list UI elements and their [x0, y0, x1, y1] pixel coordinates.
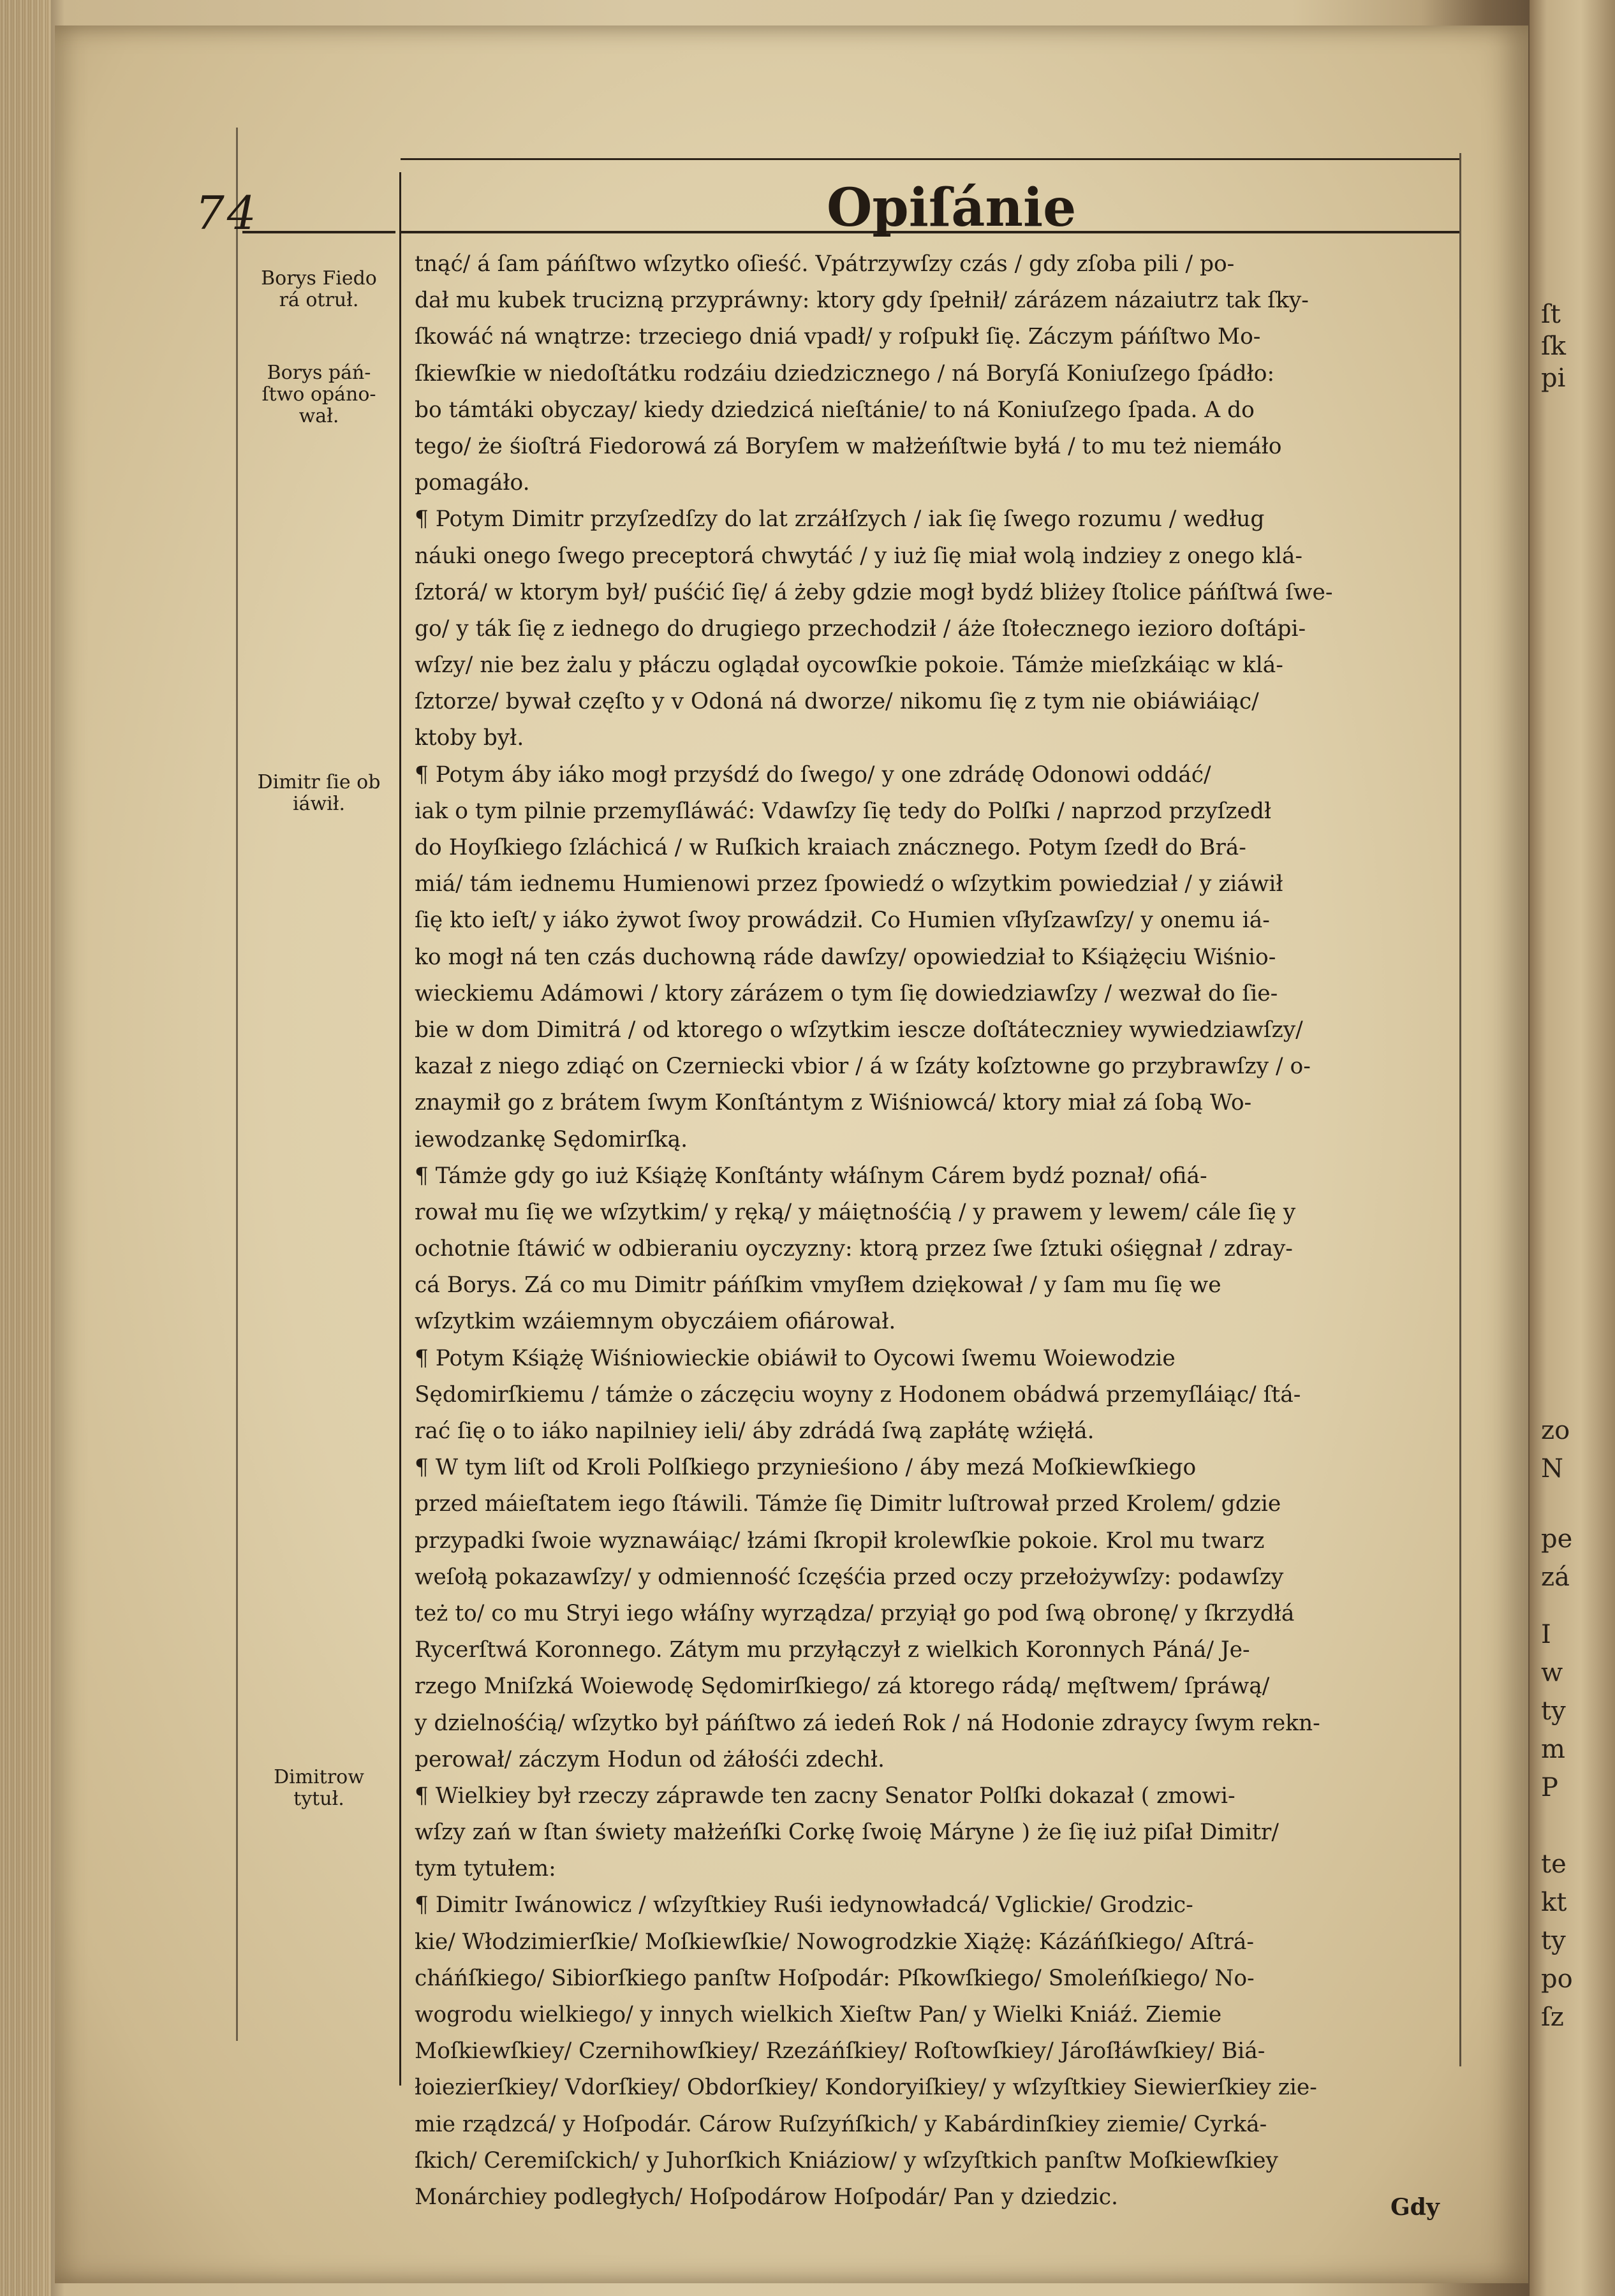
- margin-note-line: Borys páń-: [267, 362, 371, 384]
- next-page-text: ſz: [1541, 2003, 1564, 2032]
- body-line: náuki onego ſwego preceptorá chwytáć / y iuż ſię miał wolą indziey z onego klá-: [415, 543, 1302, 569]
- body-text: [415, 246, 1454, 2296]
- page-number: 74: [195, 186, 259, 240]
- catchword: Gdy: [1390, 2194, 1440, 2221]
- margin-note-dimitr-objawil: [242, 772, 395, 815]
- margin-note-line: tytuł.: [293, 1788, 344, 1810]
- body-line: ¶ Potym Dimitr przyſzedſzy do lat zrzáłſzych / iak ſię ſwego rozumu / według: [415, 506, 1265, 533]
- body-line: y dzielnośćią/ wſzytko był páńſtwo zá iedeń Rok / ná Hodonie zdraycy ſwym rekn-: [415, 1710, 1320, 1736]
- next-page-text: I: [1541, 1620, 1551, 1649]
- left-page-edges: [0, 0, 51, 2296]
- next-page-text: ſt: [1541, 300, 1561, 329]
- next-page-text: ty: [1541, 1696, 1566, 1726]
- body-line: wieckiemu Adámowi / ktory zárázem o tym ſię dowiedziawſzy / wezwał do ſie-: [415, 980, 1278, 1006]
- body-line: tnąć/ á ſam páńſtwo wſzytko oſieść. Vpátrzywſzy czás / gdy zſoba pili / po-: [415, 251, 1235, 277]
- next-page-text: te: [1541, 1850, 1567, 1879]
- body-line: wſzy zań w ſtan świety małżeńſki Corkę ſwoię Máryne ) że ſię iuż piſał Dimitr/: [415, 1820, 1279, 1846]
- body-line: Moſkiewſkiey/ Czernihowſkiey/ Rzezáńſkiey/ Roſtowſkiey/ Jároſłáwſkiey/ Biá-: [415, 2038, 1265, 2064]
- margin-note-line: rá otruł.: [279, 289, 359, 311]
- body-line: [415, 2252, 1454, 2288]
- body-line: mie rządzcá/ y Hoſpodár. Cárow Ruſzyńſkich/ y Kabárdinſkiey ziemie/ Cyrká-: [415, 2111, 1267, 2137]
- margin-note-borys-fiedora: [242, 268, 395, 311]
- next-page-text: m: [1541, 1735, 1565, 1764]
- body-line: go/ y ták ſię z iednego do drugiego przechodził / áże ſtołecznego iezioro doſtápi-: [415, 615, 1306, 642]
- next-page-text: ty: [1541, 1926, 1566, 1955]
- next-page-text: pe: [1541, 1524, 1573, 1554]
- next-page-text: ſk: [1541, 332, 1567, 361]
- body-line: ſkowáć ná wnątrze: trzeciego dniá vpadł/ y roſpukł ſię. Záczym páńſtwo Mo-: [415, 324, 1261, 350]
- body-line: wogrodu wielkiego/ y innych wielkich Xieſtw Pan/ y Wielki Kniáź. Ziemie: [415, 2002, 1222, 2027]
- body-line: iewodzankę Sędomirſką.: [415, 1126, 688, 1152]
- body-line: weſołą pokazawſzy/ y odmienność ſczęśćia przed oczy przełożywſzy: podawſzy: [415, 1564, 1284, 1590]
- next-page-text: P: [1541, 1773, 1558, 1802]
- body-line: perował/ záczym Hodun od żáłośći zdechł.: [415, 1746, 885, 1772]
- body-line: ochotnie ſtáwić w odbieraniu oyczyzny: ktorą przez ſwe ſztuki ośięgnał / zdray-: [415, 1236, 1293, 1262]
- body-line: ¶ Potym áby iáko mogł przyśdź do ſwego/ y one zdrádę Odonowi oddáć/: [415, 762, 1211, 788]
- body-line: Rycerſtwá Koronnego. Zátym mu przyłączył z wielkich Koronnych Páná/ Je-: [415, 1637, 1250, 1663]
- next-page-text: zá: [1541, 1563, 1570, 1592]
- body-line: Monárchiey podległych/ Hoſpodárow Hoſpodár/ Pan y dziedzic.: [415, 2184, 1118, 2210]
- body-line: ſztorá/ w ktorym był/ puśćić ſię/ á żeby gdzie mogł bydź bliżey ſtolice páńſtwá ſwe-: [415, 579, 1333, 605]
- body-line: przed máieſtatem iego ſtáwili. Támże ſię Dimitr luſtrował przed Krolem/ gdzie: [415, 1491, 1281, 1517]
- margin-note-dimitrow-tytul: [242, 1767, 395, 1810]
- body-line: ſię kto ieſt/ y iáko żywot ſwoy prowádził. Co Humien vſłyſzawſzy/ y onemu iá-: [415, 908, 1270, 934]
- body-line: kazał z niego zdiąć on Czerniecki vbior / á w ſzáty koſztowne go przybrawſzy / o-: [415, 1054, 1311, 1080]
- next-page-text: po: [1541, 1964, 1573, 1994]
- body-line: przypadki ſwoie wyznawáiąc/ łzámi ſkropił krolewſkie pokoie. Krol mu twarz: [415, 1527, 1265, 1554]
- next-page-fragment: [1530, 0, 1615, 2296]
- right-column-rule: [1459, 153, 1461, 2066]
- body-line: pomagáło.: [415, 470, 530, 496]
- next-page-text: w: [1541, 1658, 1563, 1688]
- margin-note-line: Dimitrow: [274, 1766, 364, 1788]
- body-line: cháńſkiego/ Sibiorſkiego panſtw Hoſpodár: Pſkowſkiego/ Smoleńſkiego/ No-: [415, 1965, 1255, 1991]
- body-line: też to/ co mu Stryi iego włáſny wyrządza/ przyiął go pod ſwą obronę/ y ſkrzydłá: [415, 1600, 1295, 1626]
- header-rule-left: [242, 231, 395, 233]
- body-line: rać ſię o to iáko napilniey ieli/ áby zdrádá ſwą zapłátę wźięłá.: [415, 1418, 1095, 1444]
- next-page-text: N: [1541, 1454, 1563, 1483]
- body-line: [415, 2216, 1454, 2252]
- body-line: znaymił go z brátem ſwym Konſtántym z Wiśniowcá/ ktory miał zá ſobą Wo-: [415, 1090, 1252, 1116]
- body-line: bie w dom Dimitrá / od ktorego o wſzytkim iescze doſtáteczniey wywiedziawſzy/: [415, 1017, 1303, 1043]
- body-line: cá Borys. Zá co mu Dimitr páńſkim vmyſłem dziękował / y ſam mu ſię we: [415, 1272, 1221, 1299]
- body-line: ¶ Támże gdy go iuż Kśiążę Konſtánty włáſnym Cárem bydź poznał/ ofiá-: [415, 1163, 1207, 1189]
- body-line: kie/ Włodzimierſkie/ Moſkiewſkie/ Nowogrodzkie Xiążę: Kázáńſkiego/ Aſtrá-: [415, 1929, 1254, 1955]
- outer-column-rule: [236, 128, 238, 2041]
- body-line: rzego Mniſzká Woiewodę Sędomirſkiego/ zá ktorego rádą/ męſtwem/ ſpráwą/: [415, 1674, 1270, 1700]
- running-title: Opiſánie: [827, 177, 1077, 239]
- body-line: ¶ Dimitr Iwánowicz / wſzyſtkiey Ruśi iedynowładcá/ Vglickie/ Grodzic-: [415, 1892, 1193, 1918]
- margin-note-line: Borys Fiedo: [261, 267, 377, 290]
- body-line: ſkich/ Ceremiſckich/ y Juhorſkich Kniáziow/ y wſzyſtkich panſtw Moſkiewſkiey: [415, 2147, 1278, 2174]
- body-line: ko mogł ná ten czás duchowną ráde dawſzy/ opowiedział to Kśiążęciu Wiśnio-: [415, 944, 1276, 970]
- margin-note-line: Dimitr ſie ob: [257, 771, 381, 793]
- body-line: łoiezierſkiey/ Vdorſkiey/ Obdorſkiey/ Kondoryiſkiey/ y wſzyſtkiey Siewierſkiey zie-: [415, 2075, 1317, 2101]
- margin-note-line: wał.: [299, 405, 339, 427]
- margin-note-line: iáwił.: [292, 793, 346, 815]
- header-rule-top: [401, 158, 1459, 160]
- body-line: rował mu ſię we wſzytkim/ y ręką/ y máiętnośćią / y prawem y lewem/ cále ſię y: [415, 1199, 1296, 1225]
- body-line: ¶ Wielkiey był rzeczy záprawde ten zacny Senator Polſki dokazał ( zmowi-: [415, 1783, 1235, 1809]
- body-line: ſztorze/ bywał częſto y v Odoná ná dworze/ nikomu ſię z tym nie obiáwiáiąc/: [415, 689, 1259, 715]
- body-line: wſzytkim wzáiemnym obyczáiem ofiárował.: [415, 1309, 896, 1335]
- next-page-text: kt: [1541, 1888, 1567, 1917]
- next-page-text: pi: [1541, 364, 1566, 393]
- body-line: do Hoyſkiego ſzláchicá / w Ruſkich kraiach znácznego. Potym ſzedł do Brá-: [415, 835, 1246, 860]
- body-line: iak o tym pilnie przemyſláwáć: Vdawſzy ſię tedy do Polſki / naprzod przyſzedł: [415, 798, 1271, 824]
- margin-column-rule: [399, 172, 401, 2086]
- body-line: ktoby był.: [415, 725, 524, 751]
- body-line: miá/ tám iednemu Humienowi przez ſpowiedź o wſzytkim powiedział / y ziáwił: [415, 871, 1283, 897]
- body-line: ſkiewſkie w niedoſtátku rodzáiu dziedzicznego / ná Boryſá Koniuſzego ſpádło:: [415, 360, 1275, 386]
- margin-note-borys-panstwo: [242, 362, 395, 427]
- body-line: ¶ Potym Kśiążę Wiśniowieckie obiáwił to Oycowi ſwemu Woiewodzie: [415, 1345, 1176, 1371]
- body-line: tym tytułem:: [415, 1856, 556, 1882]
- body-line: dał mu kubek trucizną przypráwny: ktory gdy ſpełnił/ zárázem názaiutrz tak ſky-: [415, 288, 1309, 314]
- next-page-text: zo: [1541, 1416, 1570, 1445]
- body-line: Sędomirſkiemu / támże o záczęciu woyny z Hodonem obádwá przemyſláiąc/ ſtá-: [415, 1381, 1301, 1408]
- body-line: ¶ W tym liſt od Kroli Polſkiego przynieśiono / áby mezá Moſkiewſkiego: [415, 1455, 1197, 1481]
- body-line: wſzy/ nie bez żalu y płáczu oglądał oycowſkie pokoie. Támże mieſzkáiąc w klá-: [415, 652, 1283, 679]
- margin-note-line: ſtwo opáno-: [262, 383, 376, 406]
- body-line: tego/ że śioſtrá Fiedorowá zá Boryſem w małżeńſtwie byłá / to mu też niemáło: [415, 433, 1282, 459]
- body-line: bo támtáki obyczay/ kiedy dziedzicá nieſtánie/ to ná Koniuſzego ſpada. A do: [415, 397, 1255, 423]
